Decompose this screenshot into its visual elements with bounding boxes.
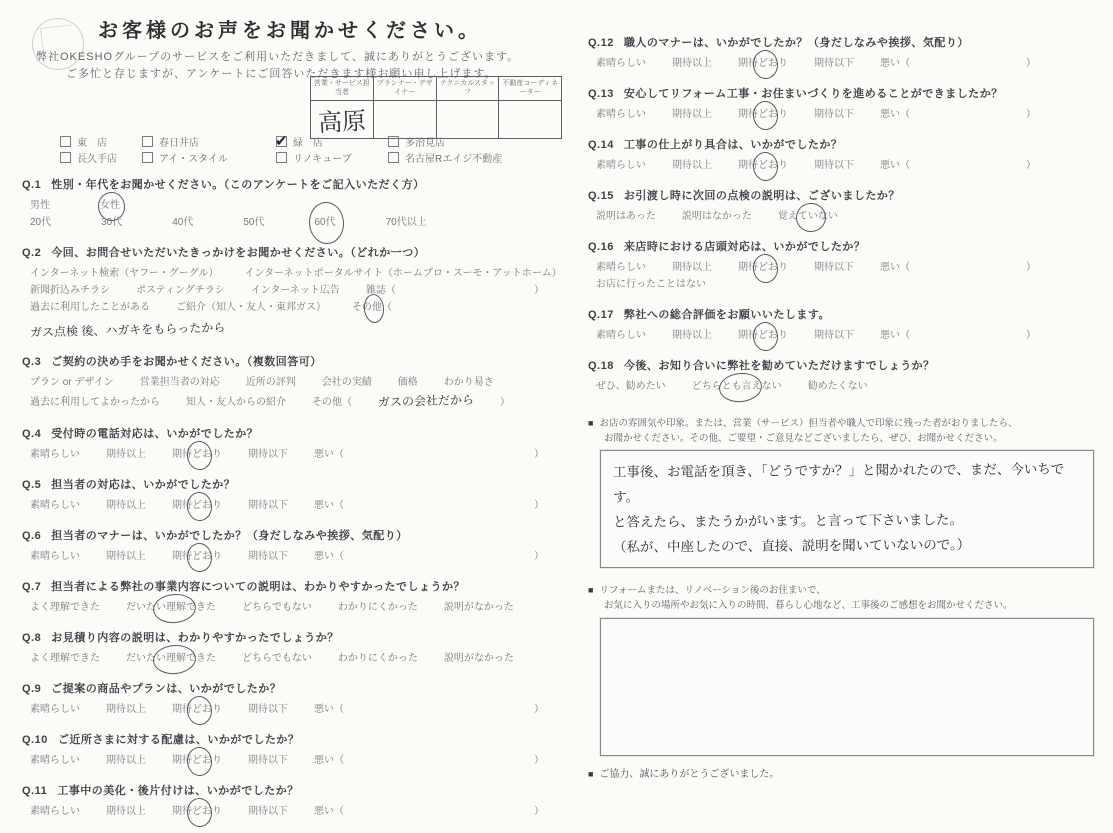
bullet-square-icon bbox=[588, 584, 593, 599]
option[interactable]: 悪い（ bbox=[880, 262, 910, 273]
question-q10 bbox=[22, 731, 570, 769]
comment-box-impressions[interactable] bbox=[600, 450, 1094, 568]
option[interactable]: ） bbox=[534, 499, 544, 511]
store-option[interactable] bbox=[276, 152, 388, 168]
bullet-square-icon bbox=[588, 769, 593, 780]
question-q9 bbox=[22, 680, 570, 718]
option[interactable]: 20代 bbox=[30, 217, 52, 228]
question-number: Q.2 bbox=[22, 247, 42, 259]
question-text: 安心してリフォーム工事・お住まいづくりを進めることができましたか？ bbox=[623, 88, 1003, 100]
question-text: 担当者の対応は、いかがでしたか？ bbox=[51, 478, 236, 491]
store-label: 緑 店 bbox=[293, 138, 323, 149]
question-title bbox=[588, 85, 1110, 101]
handwritten-answer: ガスの会社だから bbox=[377, 393, 475, 410]
option-row bbox=[22, 391, 570, 411]
option[interactable]: よく理解できた bbox=[30, 601, 100, 613]
option-row bbox=[22, 701, 570, 718]
question-title bbox=[588, 357, 1110, 373]
option[interactable]: 期待以上 bbox=[672, 58, 712, 69]
option[interactable]: 悪い（ bbox=[314, 754, 344, 766]
staff-table-header: テクニカルスタッフ bbox=[436, 77, 499, 101]
option-row bbox=[22, 446, 570, 463]
option[interactable]: 期待以上 bbox=[106, 448, 146, 460]
option[interactable]: ） bbox=[534, 754, 544, 766]
option[interactable]: 説明はなかった bbox=[681, 211, 752, 222]
question-number: Q.10 bbox=[22, 733, 48, 746]
question-number: Q.18 bbox=[588, 360, 614, 372]
question-number: Q.13 bbox=[588, 88, 614, 100]
questions-left bbox=[22, 176, 570, 833]
option[interactable]: 悪い（ bbox=[880, 160, 910, 171]
store-option[interactable] bbox=[60, 152, 142, 168]
option[interactable]: 営業担当者の対応 bbox=[139, 377, 220, 389]
store-checkbox[interactable] bbox=[60, 136, 71, 147]
question-number: Q.11 bbox=[22, 784, 48, 797]
comment-prompt bbox=[588, 417, 1110, 446]
comment-section-impressions bbox=[588, 417, 1110, 568]
option[interactable]: インターネットポータルサイト（ホームプロ・スーモ・アットホーム） bbox=[244, 268, 562, 279]
option[interactable]: 素晴らしい bbox=[30, 550, 80, 562]
option[interactable]: 期待どおり bbox=[738, 157, 788, 174]
question-title bbox=[588, 136, 1110, 152]
option-row bbox=[588, 276, 1110, 293]
option[interactable]: 素晴らしい bbox=[30, 703, 80, 715]
left-column bbox=[22, 6, 570, 817]
store-label: 多治見店 bbox=[405, 138, 445, 149]
option-row bbox=[22, 803, 570, 820]
option[interactable]: 期待以下 bbox=[248, 550, 288, 562]
option[interactable]: ご紹介（知人・友人・東邦ガス） bbox=[176, 302, 326, 313]
question-q8 bbox=[22, 629, 570, 667]
question-title bbox=[588, 34, 1110, 50]
check-icon: ✔ bbox=[275, 133, 288, 150]
option[interactable]: インターネット検索（ヤフー・グーグル） bbox=[30, 268, 219, 279]
staff-table-cell bbox=[499, 100, 562, 138]
question-text: 来店時における店頭対応は、いかがでしたか？ bbox=[623, 241, 866, 253]
store-label: 長久手店 bbox=[77, 154, 117, 165]
option[interactable]: だいたい理解できた bbox=[126, 599, 216, 616]
option[interactable]: 過去に利用してよかったから bbox=[30, 397, 160, 409]
question-title bbox=[22, 527, 570, 543]
staff-table-cell bbox=[311, 100, 374, 138]
option[interactable]: その他（ bbox=[352, 299, 392, 316]
option-row bbox=[588, 327, 1110, 344]
option[interactable]: 悪い（ bbox=[314, 703, 344, 715]
option[interactable]: よく理解できた bbox=[30, 652, 100, 664]
question-q14 bbox=[588, 136, 1110, 174]
option[interactable]: 期待どおり bbox=[172, 752, 222, 769]
option[interactable]: 期待どおり bbox=[738, 55, 788, 72]
option[interactable]: お店に行ったことはない bbox=[596, 279, 706, 290]
handwritten-comment-line: 工事後、お電話を頂き、「どうですか？」と聞かれたので、まだ、今いちです。 bbox=[612, 461, 1065, 506]
option[interactable]: ポスティングチラシ bbox=[136, 285, 225, 296]
option[interactable]: ぜひ、勧めたい bbox=[596, 381, 666, 392]
option[interactable]: 素晴らしい bbox=[596, 160, 646, 171]
comment-prompt-line: お聞かせください。その他、ご要望・ご意見などございましたら、ぜひ、お聞かせください。 bbox=[604, 432, 1003, 444]
question-title bbox=[22, 176, 570, 192]
comment-prompt-text: お店の雰囲気や印象。または、営業（サービス）担当者や職人で印象に残った者がおりましたら、 bbox=[599, 418, 1018, 429]
store-label: 名古屋Rエイジ不動産 bbox=[405, 154, 503, 165]
option[interactable]: 期待どおり bbox=[172, 548, 222, 565]
option[interactable]: 30代 bbox=[101, 217, 123, 228]
greeting-line: 弊社OKESHOグループのサービスをご利用いただきまして、誠にありがとうございます。 bbox=[36, 51, 520, 63]
option[interactable]: 悪い（ bbox=[880, 330, 910, 341]
option[interactable]: 期待以上 bbox=[672, 160, 712, 171]
question-q5 bbox=[22, 476, 570, 514]
option-row bbox=[22, 548, 570, 565]
staff-table-cell bbox=[373, 100, 436, 138]
option[interactable]: ） bbox=[1026, 262, 1036, 273]
option[interactable]: 期待以下 bbox=[248, 754, 288, 766]
option[interactable]: 素晴らしい bbox=[30, 499, 80, 511]
question-text: 工事の仕上がり具合は、いかがでしたか？ bbox=[623, 139, 843, 151]
question-number: Q.14 bbox=[588, 139, 614, 151]
option-row bbox=[588, 55, 1110, 72]
question-text: 担当者のマナーは、いかがでしたか？（身だしなみや挨拶、気配り） bbox=[51, 529, 408, 542]
option[interactable]: 悪い（ bbox=[880, 109, 910, 120]
staff-table-header-row bbox=[311, 77, 562, 101]
question-q17 bbox=[588, 306, 1110, 344]
question-number: Q.6 bbox=[22, 529, 42, 542]
option[interactable]: ） bbox=[500, 397, 511, 409]
option[interactable]: 説明はあった bbox=[596, 211, 656, 222]
right-column bbox=[588, 34, 1110, 784]
question-title bbox=[22, 425, 570, 441]
option[interactable]: ） bbox=[1026, 109, 1036, 120]
question-q16 bbox=[588, 238, 1110, 293]
option[interactable]: 期待以下 bbox=[814, 262, 854, 273]
option[interactable]: 素晴らしい bbox=[30, 805, 80, 817]
option-row bbox=[588, 106, 1110, 123]
store-checkbox-list bbox=[60, 133, 560, 168]
option-row bbox=[588, 208, 1110, 225]
staff-table-header: 不動産コーディネーター bbox=[499, 77, 562, 101]
handwritten-comment-line: （私が、中座したので、直接、説明を聞いていないので。） bbox=[612, 537, 971, 555]
option[interactable]: 期待どおり bbox=[172, 803, 222, 820]
option[interactable]: 近所の評判 bbox=[245, 377, 296, 389]
option[interactable]: 男性 bbox=[30, 200, 50, 211]
option[interactable]: 期待どおり bbox=[738, 106, 788, 123]
option[interactable]: どちらでもない bbox=[242, 601, 312, 613]
question-text: お引渡し時に次回の点検の説明は、ございましたか？ bbox=[623, 190, 900, 202]
question-text: 職人のマナーは、いかがでしたか？（身だしなみや挨拶、気配り） bbox=[623, 37, 969, 49]
store-option[interactable] bbox=[275, 133, 388, 152]
question-number: Q.5 bbox=[22, 478, 42, 491]
option[interactable]: 期待以上 bbox=[106, 703, 146, 715]
question-text: お見積り内容の説明は、わかりやすかったでしょうか？ bbox=[51, 631, 339, 644]
option-row bbox=[22, 197, 570, 214]
question-text: ご提案の商品やプランは、いかがでしたか？ bbox=[51, 682, 282, 695]
question-number: Q.17 bbox=[588, 309, 614, 321]
footer-thanks bbox=[588, 765, 1110, 780]
option[interactable]: どちらとも言えない bbox=[692, 378, 782, 395]
option[interactable]: 悪い（ bbox=[314, 805, 344, 817]
option[interactable]: 期待以上 bbox=[106, 550, 146, 562]
option[interactable]: 期待以上 bbox=[106, 499, 146, 511]
option[interactable]: 悪い（ bbox=[880, 58, 910, 69]
question-text: 弊社への総合評価をお願いいたします。 bbox=[623, 309, 830, 321]
option[interactable]: 素晴らしい bbox=[596, 58, 646, 69]
option[interactable]: ） bbox=[534, 448, 544, 460]
question-title bbox=[588, 238, 1110, 254]
option[interactable]: 期待以下 bbox=[814, 109, 854, 120]
option[interactable]: ） bbox=[534, 805, 544, 817]
option[interactable]: 会社の実績 bbox=[321, 377, 372, 389]
store-option[interactable] bbox=[142, 136, 276, 152]
option[interactable]: 悪い（ bbox=[314, 550, 344, 562]
question-text: 工事中の美化・後片付けは、いかがでしたか？ bbox=[57, 784, 299, 797]
comment-prompt-line bbox=[588, 417, 1110, 432]
store-checkbox[interactable] bbox=[388, 152, 399, 163]
option[interactable]: 期待以下 bbox=[814, 58, 854, 69]
store-option[interactable] bbox=[142, 152, 276, 168]
question-q11 bbox=[22, 782, 570, 820]
store-checkbox[interactable] bbox=[142, 136, 153, 147]
option[interactable]: 素晴らしい bbox=[30, 754, 80, 766]
greeting-line: ご多忙と存じますが、アンケートにご回答いただきます様お願い申し上げます。 bbox=[66, 68, 497, 81]
store-checkbox[interactable] bbox=[60, 152, 71, 163]
staff-table-value-row bbox=[311, 100, 562, 138]
option[interactable]: 期待どおり bbox=[172, 701, 222, 718]
option[interactable]: 価格 bbox=[397, 377, 418, 389]
question-title bbox=[22, 731, 570, 747]
question-title bbox=[22, 680, 570, 696]
option-row bbox=[22, 299, 570, 340]
question-title bbox=[22, 629, 570, 645]
store-option[interactable] bbox=[388, 136, 445, 152]
handwritten-answer: ガス点検 後、ハガキをもらったから bbox=[29, 320, 226, 340]
option[interactable]: 60代 bbox=[315, 214, 336, 231]
option[interactable]: 40代 bbox=[172, 217, 194, 228]
question-q15 bbox=[588, 187, 1110, 225]
option[interactable]: 新聞折込みチラシ bbox=[30, 285, 110, 296]
option[interactable]: ） bbox=[534, 703, 544, 715]
question-title bbox=[588, 187, 1110, 203]
option[interactable]: わかりにくかった bbox=[337, 652, 418, 664]
option[interactable]: 期待以上 bbox=[106, 805, 146, 817]
option[interactable]: どちらでもない bbox=[242, 652, 312, 664]
question-number: Q.4 bbox=[22, 427, 42, 440]
option[interactable]: 悪い（ bbox=[314, 499, 344, 511]
option[interactable]: わかりにくかった bbox=[337, 601, 418, 613]
option[interactable]: ） bbox=[1026, 160, 1036, 171]
option[interactable]: 期待どおり bbox=[172, 446, 222, 463]
store-label: リノキューブ bbox=[293, 154, 352, 165]
option[interactable]: 期待以下 bbox=[248, 805, 288, 817]
question-title bbox=[22, 244, 570, 260]
option[interactable]: その他（ bbox=[312, 397, 352, 409]
staff-table bbox=[310, 76, 562, 139]
question-number: Q.16 bbox=[588, 241, 614, 253]
option-row bbox=[22, 599, 570, 616]
option-row bbox=[22, 265, 570, 282]
option[interactable]: 説明がなかった bbox=[443, 601, 514, 613]
option[interactable]: ） bbox=[1026, 58, 1036, 69]
option[interactable]: 覚えていない bbox=[778, 208, 838, 225]
store-option[interactable] bbox=[60, 136, 142, 152]
question-number: Q.3 bbox=[22, 356, 42, 369]
question-text: 受付時の電話対応は、いかがでしたか？ bbox=[51, 427, 259, 440]
page-title: お客様のお声をお聞かせください。 bbox=[98, 20, 482, 42]
footer-thanks-text: ご協力、誠にありがとうございました。 bbox=[599, 768, 780, 780]
option[interactable]: 期待以上 bbox=[672, 262, 712, 273]
question-number: Q.8 bbox=[22, 631, 42, 644]
option-row bbox=[22, 374, 570, 391]
question-number: Q.12 bbox=[588, 37, 614, 49]
option[interactable]: 女性 bbox=[100, 197, 120, 214]
option[interactable]: プラン or デザイン bbox=[30, 377, 114, 389]
option[interactable]: だいたい理解できた bbox=[126, 650, 216, 667]
option[interactable]: 期待どおり bbox=[738, 327, 788, 344]
question-text: ご近所さまに対する配慮は、いかがでしたか？ bbox=[57, 733, 300, 746]
option[interactable]: 期待以上 bbox=[106, 754, 146, 766]
store-row bbox=[60, 152, 560, 168]
option[interactable]: 素晴らしい bbox=[596, 330, 646, 341]
option[interactable]: ） bbox=[534, 550, 544, 562]
store-checkbox[interactable] bbox=[142, 152, 153, 163]
staff-table-header: プランナー・デザイナー bbox=[373, 77, 436, 101]
option[interactable]: 過去に利用したことがある bbox=[30, 302, 150, 313]
option[interactable]: 期待以上 bbox=[672, 330, 712, 341]
option[interactable]: ） bbox=[534, 285, 544, 296]
store-checkbox[interactable] bbox=[388, 136, 399, 147]
option[interactable]: 期待以下 bbox=[814, 160, 854, 171]
option-row bbox=[588, 259, 1110, 276]
option[interactable]: 悪い（ bbox=[314, 448, 344, 460]
option[interactable]: 期待どおり bbox=[172, 497, 222, 514]
staff-table-header: 営業・サービス担当者 bbox=[311, 77, 374, 101]
question-q12 bbox=[588, 34, 1110, 72]
comment-prompt-text: リフォームまたは、リノベーション後のお住まいで、 bbox=[599, 585, 826, 597]
question-q13 bbox=[588, 85, 1110, 123]
store-option[interactable] bbox=[388, 152, 502, 168]
option[interactable]: 勧めたくない bbox=[807, 381, 868, 392]
option-row bbox=[588, 157, 1110, 174]
question-title bbox=[22, 476, 570, 492]
question-text: 今後、お知り合いに弊社を勧めていただけますでしょうか？ bbox=[623, 360, 935, 372]
staff-table-cell bbox=[436, 100, 499, 138]
option-row bbox=[22, 650, 570, 667]
comment-section-after-renovation bbox=[588, 584, 1110, 755]
option[interactable]: わかり易さ bbox=[443, 377, 494, 389]
question-title bbox=[588, 306, 1110, 322]
option[interactable]: 期待以上 bbox=[672, 109, 712, 120]
question-number: Q.15 bbox=[588, 190, 614, 202]
question-q2 bbox=[22, 244, 570, 340]
question-text: ご契約の決め手をお聞かせください。（複数回答可） bbox=[51, 356, 322, 369]
option-row bbox=[22, 752, 570, 769]
question-title bbox=[22, 353, 570, 369]
store-label: 東 店 bbox=[77, 138, 107, 149]
question-q4 bbox=[22, 425, 570, 463]
option[interactable]: 70代以上 bbox=[385, 217, 427, 228]
handwritten-staff-name: 高原 bbox=[317, 107, 367, 138]
question-title bbox=[22, 578, 570, 594]
question-text: 性別・年代をお聞かせください。（このアンケートをご記入いただく方） bbox=[51, 179, 425, 191]
question-text: 担当者による弊社の事業内容についての説明は、わかりやすかったでしょうか？ bbox=[51, 580, 466, 593]
option[interactable]: 知人・友人からの紹介 bbox=[186, 397, 286, 409]
option[interactable]: インターネット広告 bbox=[250, 285, 340, 296]
handwritten-comment-line: と答えたら、またうかがいます。と言って下さいました。 bbox=[612, 512, 963, 531]
comment-prompt-line bbox=[588, 584, 1110, 599]
option[interactable]: ） bbox=[1026, 330, 1036, 341]
option[interactable]: 期待以下 bbox=[248, 448, 288, 460]
question-q1 bbox=[22, 176, 570, 231]
option[interactable]: 素晴らしい bbox=[596, 109, 646, 120]
question-text: 今回、お問合せいただいたきっかけをお聞かせください。（どれか一つ） bbox=[51, 247, 426, 259]
comment-box-after-renovation[interactable] bbox=[600, 618, 1094, 756]
store-label: アイ・スタイル bbox=[159, 154, 228, 165]
question-number: Q.1 bbox=[22, 179, 42, 191]
option[interactable]: 素晴らしい bbox=[596, 262, 646, 273]
option[interactable]: 説明がなかった bbox=[443, 652, 514, 664]
comment-prompt-line: お気に入りの場所やお気に入りの時間、暮らし心地など、工事後のご感想をお聞かせください。 bbox=[604, 600, 1013, 612]
option-row bbox=[22, 497, 570, 514]
question-q7 bbox=[22, 578, 570, 616]
question-q3 bbox=[22, 353, 570, 411]
store-label: 春日井店 bbox=[159, 138, 199, 149]
option[interactable]: 期待どおり bbox=[738, 259, 788, 276]
option[interactable]: 50代 bbox=[243, 217, 265, 228]
store-row bbox=[60, 133, 560, 152]
questions-right bbox=[588, 34, 1110, 395]
question-number: Q.7 bbox=[22, 580, 42, 593]
option[interactable]: 素晴らしい bbox=[30, 448, 80, 460]
option[interactable]: 雑誌（ bbox=[365, 285, 396, 296]
option[interactable]: 期待以下 bbox=[248, 499, 288, 511]
option[interactable]: 期待以下 bbox=[814, 330, 854, 341]
option-row bbox=[588, 378, 1110, 395]
question-q6 bbox=[22, 527, 570, 565]
question-number: Q.9 bbox=[22, 682, 42, 695]
option-row bbox=[22, 214, 570, 231]
comment-prompt bbox=[588, 584, 1110, 613]
store-checkbox[interactable] bbox=[276, 152, 287, 163]
question-q18 bbox=[588, 357, 1110, 395]
option[interactable]: 期待以下 bbox=[248, 703, 288, 715]
question-title bbox=[22, 782, 570, 798]
option-row bbox=[22, 282, 570, 299]
bullet-square-icon bbox=[588, 417, 593, 432]
